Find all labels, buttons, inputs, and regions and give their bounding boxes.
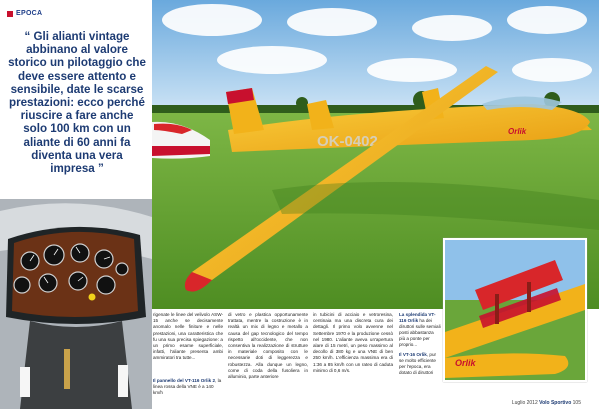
- airbrake-illustration: [445, 240, 585, 380]
- inset-caption-text: ha dei diruttori sulle semiali posti abbastanza più a ponte per proprio...: [399, 318, 441, 347]
- inset-brand-text: Orlik: [455, 358, 476, 368]
- close-quote-mark: ”: [97, 162, 104, 176]
- cockpit-caption-lead: Il pannello del VT-116 Orlik 2: [153, 378, 216, 383]
- folio-magazine: Volo Sportivo: [539, 400, 572, 406]
- inset-caption-lead: La splendida VT-116 Orlik: [399, 312, 436, 323]
- body-column-1: [153, 312, 223, 362]
- pull-quote-text: Gli alianti vintage abbinano al valore storico un pilotaggio che deve essere attento e sensibile, date le scarse prestazioni: ecco perché riuscire a fare anche solo 100 km con un aliante di 60 anni fa diventa una vera impresa: [8, 30, 146, 176]
- left-page: [0, 0, 152, 409]
- folio-issue: Luglio 2012: [511, 400, 538, 406]
- airbrake-inset-photo: [443, 238, 587, 382]
- cockpit-caption-text: , la linea rossa della VNE è a 140 km/h: [153, 378, 222, 395]
- rubric-label: EPOCA: [16, 10, 43, 17]
- cockpit-illustration: [0, 199, 152, 409]
- inset-caption2-text: , pur se molto efficiente per l'epoca, era dotato di diruttori: [399, 352, 437, 375]
- body-column-3: [313, 312, 393, 374]
- body-col2-text: di vetro e plastica opportunamente trattata, mentre la costruzione è in realtà un mix di legno e metallo a causa del gap tecnologico del tempo rispetto all'occidente, che non consentiva la realizzazione di strutture in materiale composito con le necessarie doti di leggerezza e robustezza. Alla dunque un legno, come di coda della fusoliera in alluminio, parte anteriore: [228, 312, 308, 380]
- inset-caption2-lead: Il VT-16 Orlik: [399, 352, 427, 357]
- body-col1-text: rigenate le linee del velivolo ASW-15 anche se decisamente anomalo nelle finiture e nelle prestazioni, una caratteristica che fu una sua precisa spiegazione: a un primo esame superficiale, infatti, l'aliante presenta ambi ammiratori tra tutte...: [153, 312, 223, 361]
- open-quote-mark: “: [24, 30, 31, 43]
- page-folio: [512, 400, 581, 406]
- body-col3-text: in tubicini di acciaio e vetroresina, centinaia ma una discreta cura dei dettagli. Il primo volo avvenne nel Settembre 1970 e la produzione cessò nel 1980. L'aliante aveva un'apertura alare di 15 metri, un peso massimo al decollo di 380 kg e una VNE di ben 250 km/h. L'efficienza massima era di 1:36 a 85 km/h con un rateo di caduta minimo di 0,6 m/s.: [313, 312, 393, 373]
- cockpit-photo: [0, 199, 152, 409]
- body-column-2: [228, 312, 308, 380]
- section-rubric: [7, 10, 42, 17]
- cockpit-caption: [153, 378, 223, 396]
- rubric-square-icon: [7, 11, 13, 17]
- folio-page: 105: [572, 400, 581, 406]
- inset-caption-2: [399, 352, 441, 376]
- inset-caption: [399, 312, 441, 348]
- registration-text: OK-0402: [317, 133, 378, 150]
- pull-quote: [8, 30, 146, 175]
- brand-text: Orlik: [508, 127, 527, 136]
